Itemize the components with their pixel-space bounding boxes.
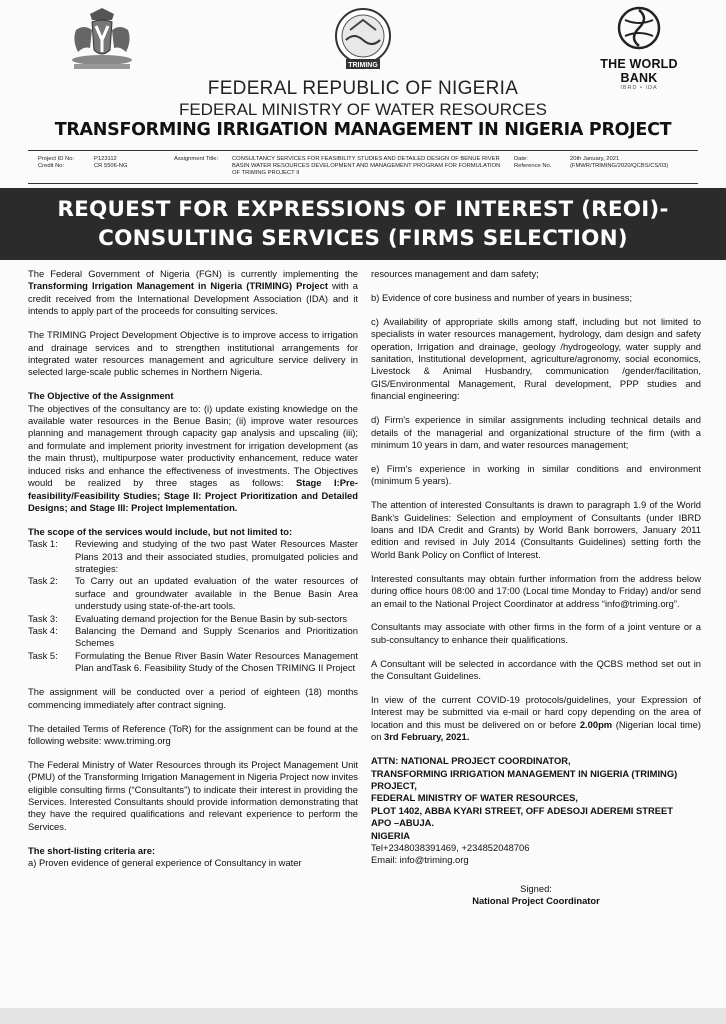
right-column (371, 268, 701, 908)
task-item (28, 650, 358, 675)
criteria-c: c) Availability of appropriate skills among staff, including but not limited to specialists in water resources management, hydrology, dam design and safety operation, Irrigation and drainage, geology /hydrogeology, water supply and sanitation, Institutional development, agriculture/agronomy, social economics, Livestock & Animal Husbandry, communication /gender/facilitation, GIS/Environmental Management, Rural development, PPP studies and financial engineering: (371, 315, 701, 402)
criteria-a-cont: resources management and dam safety; (371, 268, 539, 279)
address-line: APO –ABUJA. (371, 817, 435, 829)
submission-text: In view of the current COVID-19 protocols/guidelines, your Expression of Interest may be submitted via e-mail or hard copy depending on the area of location and this must be delivered on or before (371, 694, 701, 730)
address-line: FEDERAL MINISTRY OF WATER RESOURCES, (371, 792, 578, 804)
duration-paragraph: The assignment will be conducted over a period of eighteen (18) months commencing immediately after contract signing. (28, 686, 358, 710)
address-line: ATTN: NATIONAL PROJECT COORDINATOR, (371, 755, 571, 767)
project-id-label: Project ID No: (38, 156, 75, 162)
date-label: Date: (514, 156, 528, 162)
task-label: Task 3: (28, 612, 58, 624)
objective-paragraph: The TRIMING Project Development Objective is to improve access to irrigation and drainage services and to strengthen institutional arrangements for integrated water resources management and agriculture service delivery in selected large-scale public schemes in Northern Nigeria. (28, 329, 358, 378)
task-label: Task 5: (28, 649, 58, 661)
reference-label: Reference No. (514, 163, 552, 169)
assignment-label: Assignment Title: (174, 156, 219, 162)
address-line: TRANSFORMING IRRIGATION MANAGEMENT IN NIGERIA (TRIMING) PROJECT, (371, 767, 678, 791)
address-block (371, 755, 701, 867)
selection-method-paragraph: A Consultant will be selected in accordance with the QCBS method set out in the Consultant Guidelines. (371, 657, 701, 682)
left-column (28, 268, 358, 881)
stages-text: Stage I:Pre- feasibility/Feasibility Studies; Stage II: Project Prioritization and Detailed Designs; and Stage III: Project Implementation. (28, 477, 358, 513)
world-bank-logo (584, 6, 694, 91)
shortlist-heading: The short-listing criteria are: (28, 844, 156, 856)
submission-paragraph (371, 694, 701, 744)
world-bank-name: THE WORLD BANK (600, 57, 678, 85)
address-line: PLOT 1402, ABBA KYARI STREET, OFF ADESOJI ADEREMI STREET (371, 804, 673, 816)
project-name: Transforming Irrigation Management in Nigeria (TRIMING) Project (28, 280, 328, 292)
world-bank-sub: IBRD • IDA (620, 85, 658, 91)
assignment-title: CONSULTANCY SERVICES FOR FEASIBILITY STUDIES AND DETAILED DESIGN OF BENUE RIVER BASIN WATER RESOURCES DEVELOPMENT AND MANAGEMENT PROGRAM FOR FORMULATION OF TRIMING PROJECT II (232, 156, 501, 176)
task-item (28, 613, 358, 625)
criteria-a: a) Proven evidence of general experience of Consultancy in water (28, 857, 302, 869)
criteria-d: d) Firm's experience in similar assignments including technical details and details of the managerial and organizational structure of the firm (with a minimum 10 years in dam, and water resources management; (371, 414, 701, 450)
project-id-value: P123112 (94, 156, 117, 162)
deadline-time: 2.00pm (579, 718, 613, 730)
task-text: Evaluating demand projection for the Benue Basin by sub-sectors (75, 612, 348, 624)
signatory: National Project Coordinator (472, 895, 600, 907)
header-line-1: FEDERAL REPUBLIC OF NIGERIA (207, 78, 519, 99)
divider (28, 183, 698, 184)
address-line: NIGERIA (371, 829, 411, 841)
task-text: Formulating the Benue River Basin Water Resources Management Plan andTask 6. Feasibility Study of the Chosen TRIMING II Project (75, 649, 358, 674)
triming-logo (330, 6, 396, 72)
task-list (28, 538, 358, 674)
banner-line-2: CONSULTING SERVICES (FIRMS SELECTION) (98, 226, 628, 251)
signed-label: Signed: (520, 882, 552, 894)
intro-text-end: with a credit received from the International Development Association (IDA) and it intends to apply part of the proceeds for consulting services. (28, 280, 358, 317)
task-item (28, 575, 358, 612)
banner-line-1: REQUEST FOR EXPRESSIONS OF INTEREST (REOI)- (57, 197, 669, 222)
invitation-paragraph: The Federal Ministry of Water Resources through its Project Management Unit (PMU) of the Transforming Irrigation Management in Nigeria Project now invites eligible consulting firms (“Consultants”) to indicate their interest in providing the Services. Interested Consultants should provide information demonstrating that they have the required qualifications and relevant experience to perform the Services. (28, 758, 358, 832)
task-text: To Carry out an updated evaluation of the water resources of surface and groundwater available in the Benue Basin Area understudy using state-of-the-art tools. (75, 575, 358, 612)
submission-text-mid: (Nigerian local time) on (371, 718, 702, 743)
reoi-banner (0, 188, 726, 260)
task-label: Task 2: (28, 575, 58, 587)
reference-value: (FMWR/TRIMING/2020/QCBS/CS/03) (570, 163, 669, 169)
objective-heading: The Objective of the Assignment (28, 390, 174, 402)
credit-label: Credit No: (38, 163, 65, 169)
guidelines-paragraph: The attention of interested Consultants is drawn to paragraph 1.9 of the World Bank's Guidelines: Selection and employment of Consultants (under IBRD loans and IDA Credit and Grants) by World Bank borrowers, January 2011 edition and revised in July 2014 (Consultants Guidelines) setting forth the World Bank Policy on Conflict of Interest. (371, 499, 701, 560)
task-text: Balancing the Demand and Supply Scenarios and Prioritization Schemes (75, 625, 358, 649)
task-text: Reviewing and studying of the two past Water Resources Master Plans 2013 and their associated studies, promulgated policies and strategies: (75, 538, 358, 575)
deadline-date: 3rd February, 2021. (384, 731, 470, 743)
objectives-text: The objectives of the consultancy are to: (i) update existing knowledge on the available water resources in the Benue Basin; (ii) improve water resources planning and management through capacity gap analysis and upscaling (iii); and formulate and implement priority investment for irrigation development (as the main thrust), multipurpose water productivity enhancement, reduce water induced risks and enhance the effectiveness of investments. The Objectives would be realized by three stages as follows: (28, 402, 358, 489)
tor-paragraph: The detailed Terms of Reference (ToR) for the assignment can be found at the following website: www.triming.org (28, 722, 358, 746)
header-line-2: FEDERAL MINISTRY OF WATER RESOURCES (178, 100, 548, 119)
telephone: Tel+2348038391469, +234852048706 (371, 842, 530, 854)
association-paragraph: Consultants may associate with other firms in the form of a joint venture or a sub-consultancy to enhance their qualifications. (371, 621, 701, 645)
metadata-block (28, 152, 698, 182)
task-item (28, 625, 358, 650)
email-address: Email: info@triming.org (371, 854, 469, 866)
objectives-paragraph (28, 403, 358, 515)
scope-heading: The scope of the services would include, but not limited to: (28, 525, 293, 537)
task-label: Task 1: (28, 538, 58, 550)
contact-info-paragraph: Interested consultants may obtain further information from the address below during office hours 08:00 and 17:00 (Local time Monday to Friday) and/or send an email to the National Project Coordinator at address “info@triming.org”. (371, 572, 701, 609)
criteria-e: e) Firm's experience in working in similar conditions and environment (minimum 5 years). (371, 462, 701, 487)
date-value: 20th January, 2021 (570, 156, 620, 162)
criteria-b: b) Evidence of core business and number of years in business; (371, 291, 633, 303)
task-label: Task 4: (28, 625, 58, 637)
svg-text:TRIMING: TRIMING (348, 62, 378, 69)
credit-value: CR 5506-NG (94, 163, 128, 169)
intro-paragraph (28, 268, 358, 318)
coat-of-arms-logo (62, 6, 142, 72)
project-title: TRANSFORMING IRRIGATION MANAGEMENT IN NIGERIA PROJECT (54, 120, 672, 140)
task-item (28, 538, 358, 575)
divider (28, 150, 698, 151)
page-footer-strip (0, 1008, 726, 1024)
intro-text: The Federal Government of Nigeria (FGN) is currently implementing the (28, 268, 358, 279)
